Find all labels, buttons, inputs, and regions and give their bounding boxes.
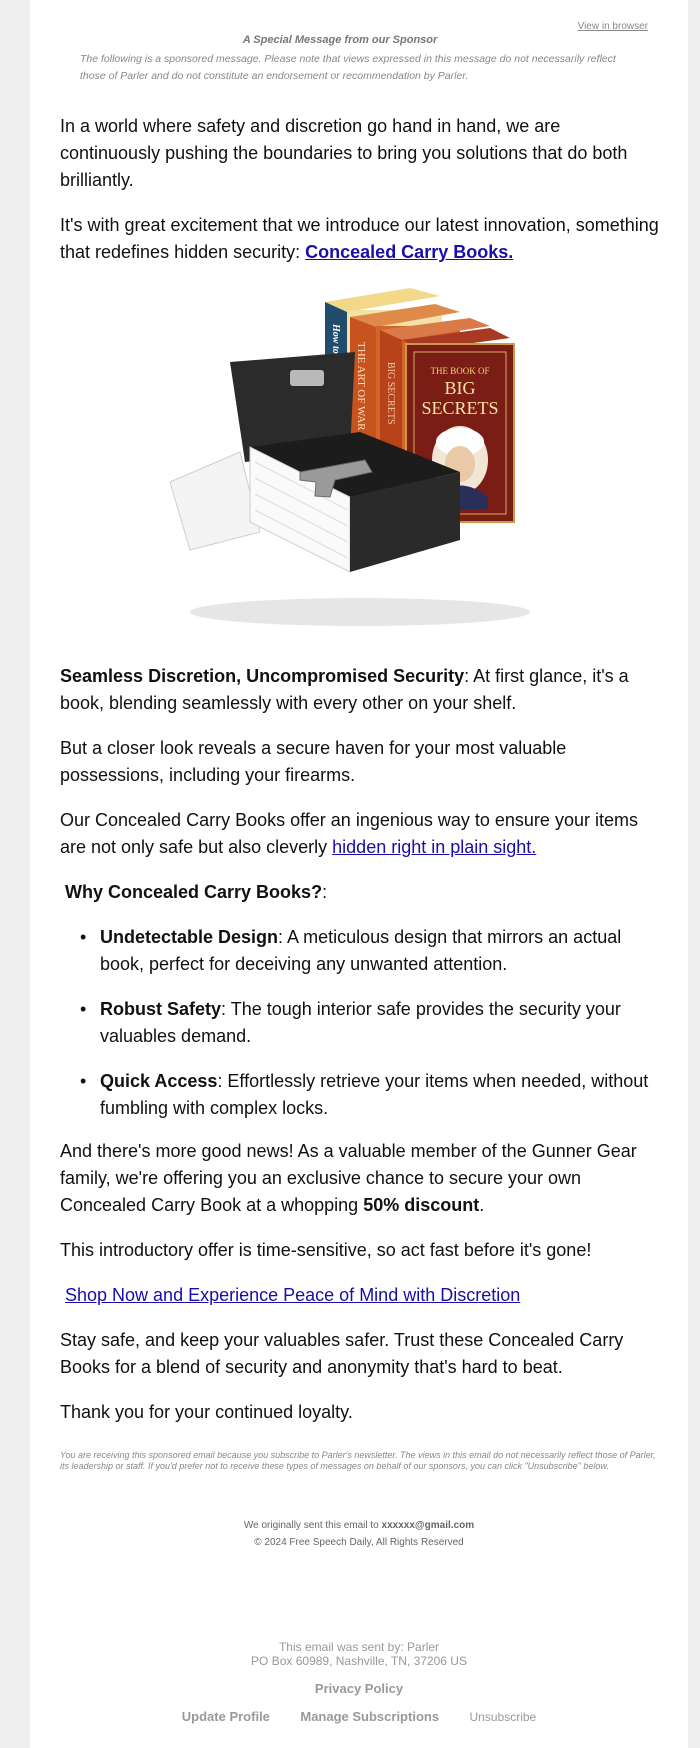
thank-you-paragraph: Thank you for your continued loyalty. xyxy=(60,1402,353,1422)
benefit-text: : Effortlessly retrieve your items when needed, without fumbling with complex locks. xyxy=(100,1071,649,1118)
why-heading-line xyxy=(65,879,665,906)
mailing-address: PO Box 60989, Nashville, TN, 37206 US xyxy=(251,1654,467,1668)
cover-title-2: SECRETS xyxy=(421,398,499,418)
discount-suffix: . xyxy=(479,1195,485,1215)
intro-paragraph-2 xyxy=(60,212,660,266)
discount-amount: 50% discount xyxy=(363,1195,480,1215)
benefit-text: : The tough interior safe provides the security your valuables demand. xyxy=(100,999,621,1046)
sent-to-line xyxy=(30,1520,688,1531)
privacy-row xyxy=(30,1680,688,1698)
list-item xyxy=(60,1068,660,1122)
manage-subscriptions-link[interactable]: Manage Subscriptions xyxy=(300,1709,440,1724)
copyright: © 2024 Free Speech Daily, All Rights Reserved xyxy=(254,1537,464,1548)
sent-to-text: We originally sent this email to xyxy=(243,1520,382,1531)
email-body xyxy=(30,0,688,1748)
cta-line xyxy=(65,1282,665,1309)
seamless-discretion-text: : At first glance, it's a book, blending seamlessly with every other on your shelf. xyxy=(60,666,629,713)
seamless-discretion-heading: Seamless Discretion, Uncompromised Security xyxy=(60,666,465,686)
sponsored-email-notice: You are receiving this sponsored email because you subscribe to Parler's newsletter. The views in this email do not necessarily reflect those of Parler, its leadership or staff. If you'd prefer not to receive these types of messages on behalf of our sponsors, you can click "Unsubscribe" below. xyxy=(60,1450,656,1471)
list-item xyxy=(60,996,660,1050)
cover-title: BIG xyxy=(444,378,476,398)
benefit-title: Robust Safety xyxy=(100,999,222,1019)
concealed-carry-books-link[interactable]: Concealed Carry Books. xyxy=(305,242,514,262)
product-image[interactable] xyxy=(150,282,610,642)
sent-to-email: xxxxxx@gmail.com xyxy=(381,1520,475,1531)
update-profile-link[interactable]: Update Profile xyxy=(181,1709,270,1724)
plain-sight-paragraph xyxy=(60,807,660,861)
unsubscribe-link[interactable]: Unsubscribe xyxy=(469,1710,537,1724)
plain-sight-text: Our Concealed Carry Books offer an ingenious way to ensure your items are not only safe but also cleverly xyxy=(60,810,638,857)
svg-text:THE ART OF WAR: THE ART OF WAR xyxy=(355,342,367,431)
shop-now-link[interactable]: Shop Now and Experience Peace of Mind with Discretion xyxy=(65,1285,521,1305)
sent-by: This email was sent by: Parler xyxy=(278,1640,440,1654)
time-sensitive-paragraph: This introductory offer is time-sensitive, so act fast before it's gone! xyxy=(60,1240,592,1260)
benefits-list xyxy=(60,924,660,1140)
benefit-title: Quick Access xyxy=(100,1071,218,1091)
closer-look-paragraph: But a closer look reveals a secure haven for your most valuable possessions, including your firearms. xyxy=(60,738,567,785)
footer-links-row xyxy=(30,1708,688,1726)
svg-text:BIG SECRETS: BIG SECRETS xyxy=(385,362,396,425)
hidden-in-plain-sight-link[interactable]: hidden right in plain sight. xyxy=(332,837,537,857)
list-item xyxy=(60,924,660,978)
intro-paragraph-2-text: It's with great excitement that we introduce our latest innovation, something that redefines hidden security: xyxy=(60,215,659,262)
why-heading-colon: : xyxy=(322,882,328,902)
view-in-browser-link[interactable]: View in browser xyxy=(577,21,648,32)
benefit-title: Undetectable Design xyxy=(100,927,279,947)
sponsor-title: A Special Message from our Sponsor xyxy=(242,34,438,46)
benefit-text: : A meticulous design that mirrors an actual book, perfect for deceiving any unwanted attention. xyxy=(100,927,622,974)
seamless-discretion-paragraph xyxy=(60,663,660,717)
why-heading: Why Concealed Carry Books? xyxy=(65,882,323,902)
intro-paragraph-1: In a world where safety and discretion go hand in hand, we are continuously pushing the boundaries to bring you solutions that do both brilliantly. xyxy=(60,116,628,190)
stay-safe-paragraph: Stay safe, and keep your valuables safer. Trust these Concealed Carry Books for a blend of security and anonymity that's hard to beat. xyxy=(60,1330,624,1377)
discount-text: And there's more good news! As a valuable member of the Gunner Gear family, we're offering you an exclusive chance to secure your own Concealed Carry Book at a whopping xyxy=(60,1141,637,1215)
sponsor-disclaimer: The following is a sponsored message. Please note that views expressed in this message do not necessarily reflect those of Parler and do not constitute an endorsement or recommendation by Parler. xyxy=(80,53,616,82)
svg-text:THE BOOK OF: THE BOOK OF xyxy=(430,366,490,376)
discount-paragraph xyxy=(60,1138,660,1219)
privacy-policy-link[interactable]: Privacy Policy xyxy=(314,1681,404,1696)
